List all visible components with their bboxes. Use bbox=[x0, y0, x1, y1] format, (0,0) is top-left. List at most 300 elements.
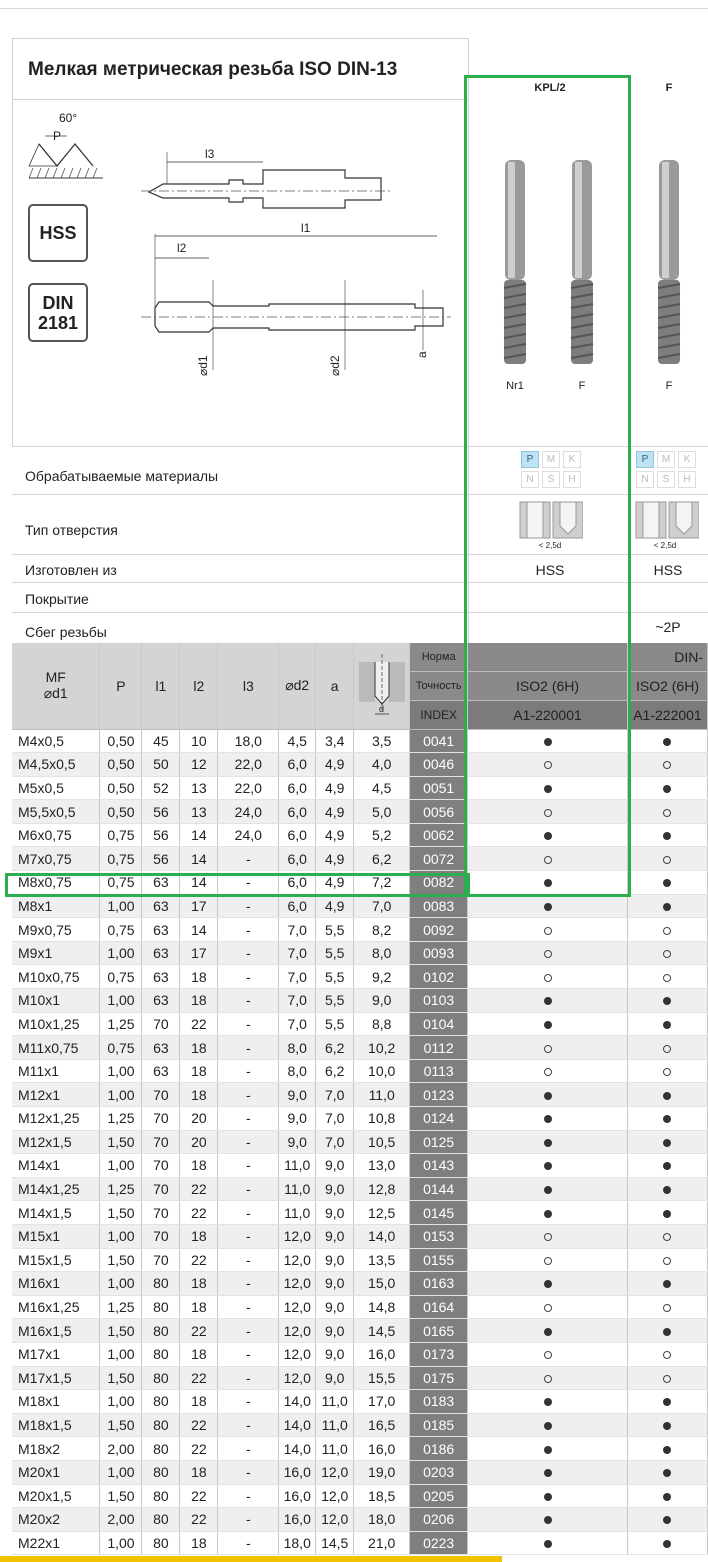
cell-l2: 12 bbox=[180, 753, 218, 777]
cell-designation: M14x1,5 bbox=[12, 1201, 100, 1225]
hole-type-label: Тип отверстия bbox=[25, 522, 118, 538]
cell-p: 1,50 bbox=[100, 1248, 142, 1272]
cell-l2: 22 bbox=[180, 1012, 218, 1036]
cell-d2: 8,0 bbox=[279, 1036, 316, 1060]
availability-f bbox=[627, 1460, 707, 1484]
cell-p: 1,00 bbox=[100, 1154, 142, 1178]
availability-kpl bbox=[468, 894, 628, 918]
table-row bbox=[12, 1460, 708, 1484]
availability-kpl bbox=[468, 1413, 628, 1437]
cell-l1: 50 bbox=[142, 753, 180, 777]
runout-f: ~2P bbox=[655, 619, 681, 635]
table-row bbox=[12, 1130, 708, 1154]
cell-d2: 4,5 bbox=[279, 729, 316, 753]
cell-l1: 45 bbox=[142, 729, 180, 753]
cell-l2: 22 bbox=[180, 1413, 218, 1437]
cell-index: 0145 bbox=[410, 1201, 468, 1225]
highlight-row-box bbox=[5, 873, 470, 897]
cell-designation: M4x0,5 bbox=[12, 729, 100, 753]
cell-l3: - bbox=[218, 1036, 279, 1060]
availability-kpl bbox=[468, 1460, 628, 1484]
tool-drawing-area bbox=[12, 100, 468, 446]
cell-designation: M17x1,5 bbox=[12, 1366, 100, 1390]
dim-a-label: a bbox=[415, 351, 429, 358]
cell-l2: 17 bbox=[180, 941, 218, 965]
thread-profile-icon bbox=[23, 106, 113, 196]
hss-badge bbox=[28, 204, 88, 262]
tolerance-kpl: ISO2 (6H) bbox=[468, 671, 628, 700]
available-dot-icon bbox=[663, 1162, 671, 1170]
din-badge-line2: 2181 bbox=[37, 313, 79, 333]
cell-d2: 7,0 bbox=[279, 1012, 316, 1036]
availability-kpl bbox=[468, 1177, 628, 1201]
availability-f bbox=[627, 1036, 707, 1060]
cell-l1: 70 bbox=[142, 1177, 180, 1201]
cell-l2: 14 bbox=[180, 871, 218, 895]
available-dot-icon bbox=[663, 1115, 671, 1123]
available-dot-icon bbox=[663, 1446, 671, 1454]
coating-label: Покрытие bbox=[25, 591, 89, 607]
cell-d2: 6,0 bbox=[279, 894, 316, 918]
cell-l1: 70 bbox=[142, 1130, 180, 1154]
available-dot-icon bbox=[544, 1422, 552, 1430]
availability-f bbox=[627, 941, 707, 965]
cell-drill: 18,0 bbox=[354, 1508, 410, 1532]
cell-l1: 80 bbox=[142, 1319, 180, 1343]
cell-p: 0,75 bbox=[100, 847, 142, 871]
cell-d2: 9,0 bbox=[279, 1107, 316, 1131]
cell-l2: 18 bbox=[180, 1460, 218, 1484]
cell-d2: 7,0 bbox=[279, 941, 316, 965]
cell-l1: 70 bbox=[142, 1107, 180, 1131]
material-p: P bbox=[521, 451, 539, 468]
cell-index: 0072 bbox=[410, 847, 468, 871]
cell-d2: 12,0 bbox=[279, 1224, 316, 1248]
availability-f bbox=[627, 1224, 707, 1248]
cell-p: 1,00 bbox=[100, 1272, 142, 1296]
availability-kpl bbox=[468, 1484, 628, 1508]
cell-l1: 70 bbox=[142, 1154, 180, 1178]
cell-drill: 14,5 bbox=[354, 1319, 410, 1343]
cell-l3: - bbox=[218, 1531, 279, 1555]
hss-badge-label: HSS bbox=[39, 223, 77, 243]
cell-d2: 7,0 bbox=[279, 918, 316, 942]
available-dot-icon bbox=[663, 1516, 671, 1524]
cell-d2: 6,0 bbox=[279, 753, 316, 777]
cell-drill: 19,0 bbox=[354, 1460, 410, 1484]
cell-index: 0041 bbox=[410, 729, 468, 753]
cell-l1: 70 bbox=[142, 1248, 180, 1272]
available-dot-icon bbox=[544, 1398, 552, 1406]
cell-index: 0112 bbox=[410, 1036, 468, 1060]
table-row bbox=[12, 894, 708, 918]
cell-designation: M22x1 bbox=[12, 1531, 100, 1555]
cell-index: 0223 bbox=[410, 1531, 468, 1555]
cell-a: 4,9 bbox=[316, 753, 354, 777]
availability-f bbox=[627, 729, 707, 753]
cell-index: 0125 bbox=[410, 1130, 468, 1154]
cell-l2: 13 bbox=[180, 800, 218, 824]
cell-index: 0092 bbox=[410, 918, 468, 942]
cell-l1: 80 bbox=[142, 1484, 180, 1508]
table-row bbox=[12, 1201, 708, 1225]
available-dot-icon bbox=[663, 1210, 671, 1218]
cell-l2: 20 bbox=[180, 1107, 218, 1131]
cell-designation: M14x1,25 bbox=[12, 1177, 100, 1201]
table-row bbox=[12, 965, 708, 989]
cell-a: 11,0 bbox=[316, 1437, 354, 1461]
cell-l2: 18 bbox=[180, 1272, 218, 1296]
cell-p: 1,50 bbox=[100, 1319, 142, 1343]
cell-index: 0083 bbox=[410, 894, 468, 918]
cell-a: 9,0 bbox=[316, 1366, 354, 1390]
dim-l3-label: l3 bbox=[205, 147, 215, 161]
cell-l1: 80 bbox=[142, 1413, 180, 1437]
table-row bbox=[12, 1248, 708, 1272]
cell-p: 1,50 bbox=[100, 1366, 142, 1390]
cell-d2: 16,0 bbox=[279, 1484, 316, 1508]
cell-index: 0104 bbox=[410, 1012, 468, 1036]
materials-grid-f bbox=[636, 451, 696, 488]
on-order-ring-icon bbox=[544, 1375, 552, 1383]
cell-l1: 63 bbox=[142, 894, 180, 918]
table-row bbox=[12, 1059, 708, 1083]
cell-drill: 9,2 bbox=[354, 965, 410, 989]
availability-f bbox=[627, 1413, 707, 1437]
accent-bar bbox=[0, 1556, 502, 1562]
cell-designation: M18x2 bbox=[12, 1437, 100, 1461]
cell-l3: - bbox=[218, 1413, 279, 1437]
availability-kpl bbox=[468, 1130, 628, 1154]
cell-l3: - bbox=[218, 1248, 279, 1272]
cell-p: 1,00 bbox=[100, 1083, 142, 1107]
cell-designation: M18x1 bbox=[12, 1390, 100, 1414]
cell-a: 14,5 bbox=[316, 1531, 354, 1555]
highlight-column-box bbox=[464, 75, 631, 897]
col-drill bbox=[354, 643, 410, 729]
available-dot-icon bbox=[544, 997, 552, 1005]
cell-drill: 10,8 bbox=[354, 1107, 410, 1131]
cell-d2: 11,0 bbox=[279, 1177, 316, 1201]
hole-note-kpl: < 2,5d bbox=[538, 541, 562, 550]
table-row bbox=[12, 1342, 708, 1366]
available-dot-icon bbox=[663, 832, 671, 840]
cell-l2: 18 bbox=[180, 965, 218, 989]
cell-l3: 22,0 bbox=[218, 753, 279, 777]
title-row bbox=[12, 38, 468, 100]
material-h: H bbox=[678, 471, 696, 488]
tool-label-nr1: Nr1 bbox=[506, 380, 524, 392]
cell-p: 0,75 bbox=[100, 918, 142, 942]
cell-a: 9,0 bbox=[316, 1342, 354, 1366]
cell-designation: M11x0,75 bbox=[12, 1036, 100, 1060]
cell-d2: 6,0 bbox=[279, 871, 316, 895]
material-k: K bbox=[678, 451, 696, 468]
table-row bbox=[12, 1319, 708, 1343]
cell-designation: M10x0,75 bbox=[12, 965, 100, 989]
cell-l1: 63 bbox=[142, 1036, 180, 1060]
cell-designation: M7x0,75 bbox=[12, 847, 100, 871]
cell-a: 4,9 bbox=[316, 800, 354, 824]
col-tochnost: Точность bbox=[410, 671, 468, 700]
cell-designation: M12x1 bbox=[12, 1083, 100, 1107]
cell-l1: 63 bbox=[142, 918, 180, 942]
availability-f bbox=[627, 1319, 707, 1343]
cell-index: 0163 bbox=[410, 1272, 468, 1296]
cell-a: 5,5 bbox=[316, 918, 354, 942]
cell-p: 1,25 bbox=[100, 1012, 142, 1036]
availability-f bbox=[627, 776, 707, 800]
cell-drill: 8,2 bbox=[354, 918, 410, 942]
availability-f bbox=[627, 1059, 707, 1083]
availability-f bbox=[627, 1272, 707, 1296]
cell-index: 0113 bbox=[410, 1059, 468, 1083]
availability-f bbox=[627, 894, 707, 918]
cell-d2: 16,0 bbox=[279, 1460, 316, 1484]
on-order-ring-icon bbox=[663, 1304, 671, 1312]
cell-index: 0183 bbox=[410, 1390, 468, 1414]
cell-designation: M20x1,5 bbox=[12, 1484, 100, 1508]
on-order-ring-icon bbox=[544, 950, 552, 958]
cell-index: 0102 bbox=[410, 965, 468, 989]
availability-f bbox=[627, 965, 707, 989]
cell-a: 12,0 bbox=[316, 1460, 354, 1484]
availability-kpl bbox=[468, 989, 628, 1013]
cell-l2: 22 bbox=[180, 1319, 218, 1343]
cell-l2: 18 bbox=[180, 1059, 218, 1083]
col-p: P bbox=[100, 643, 142, 729]
cell-d2: 8,0 bbox=[279, 1059, 316, 1083]
on-order-ring-icon bbox=[663, 1351, 671, 1359]
cell-p: 2,00 bbox=[100, 1437, 142, 1461]
tap-image-f2 bbox=[654, 158, 684, 368]
availability-f bbox=[627, 1107, 707, 1131]
cell-drill: 11,0 bbox=[354, 1083, 410, 1107]
cell-l3: - bbox=[218, 1272, 279, 1296]
cell-drill: 3,5 bbox=[354, 729, 410, 753]
cell-index: 0205 bbox=[410, 1484, 468, 1508]
cell-a: 7,0 bbox=[316, 1107, 354, 1131]
cell-p: 1,50 bbox=[100, 1130, 142, 1154]
availability-kpl bbox=[468, 1319, 628, 1343]
cell-l1: 70 bbox=[142, 1224, 180, 1248]
cell-designation: M9x1 bbox=[12, 941, 100, 965]
cell-l3: - bbox=[218, 1390, 279, 1414]
cell-l1: 56 bbox=[142, 847, 180, 871]
cell-index: 0203 bbox=[410, 1460, 468, 1484]
cell-a: 11,0 bbox=[316, 1413, 354, 1437]
cell-drill: 16,0 bbox=[354, 1342, 410, 1366]
material-h: H bbox=[563, 471, 581, 488]
availability-kpl bbox=[468, 1012, 628, 1036]
cell-a: 6,2 bbox=[316, 1036, 354, 1060]
table-row bbox=[12, 1484, 708, 1508]
cell-l2: 14 bbox=[180, 823, 218, 847]
cell-l3: - bbox=[218, 1484, 279, 1508]
cell-l1: 80 bbox=[142, 1531, 180, 1555]
cell-index: 0082 bbox=[410, 871, 468, 895]
cell-designation: M6x0,75 bbox=[12, 823, 100, 847]
tolerance-f: ISO2 (6H) bbox=[627, 671, 707, 700]
on-order-ring-icon bbox=[663, 1257, 671, 1265]
cell-p: 1,25 bbox=[100, 1107, 142, 1131]
cell-index: 0093 bbox=[410, 941, 468, 965]
cell-designation: M16x1,25 bbox=[12, 1295, 100, 1319]
made-of-kpl: HSS bbox=[535, 562, 565, 578]
cell-p: 1,00 bbox=[100, 1390, 142, 1414]
on-order-ring-icon bbox=[663, 927, 671, 935]
on-order-ring-icon bbox=[663, 1068, 671, 1076]
cell-drill: 7,2 bbox=[354, 871, 410, 895]
cell-d2: 7,0 bbox=[279, 989, 316, 1013]
cell-drill: 10,5 bbox=[354, 1130, 410, 1154]
availability-f bbox=[627, 753, 707, 777]
cell-drill: 14,0 bbox=[354, 1224, 410, 1248]
availability-f bbox=[627, 1390, 707, 1414]
availability-kpl bbox=[468, 1295, 628, 1319]
cell-l2: 14 bbox=[180, 847, 218, 871]
cell-l3: - bbox=[218, 1177, 279, 1201]
availability-f bbox=[627, 1177, 707, 1201]
availability-kpl bbox=[468, 1224, 628, 1248]
cell-index: 0123 bbox=[410, 1083, 468, 1107]
on-order-ring-icon bbox=[544, 1045, 552, 1053]
cell-l2: 13 bbox=[180, 776, 218, 800]
table-row bbox=[12, 941, 708, 965]
on-order-ring-icon bbox=[544, 927, 552, 935]
cell-l1: 63 bbox=[142, 871, 180, 895]
cell-index: 0051 bbox=[410, 776, 468, 800]
available-dot-icon bbox=[544, 1516, 552, 1524]
available-dot-icon bbox=[544, 903, 552, 911]
table-row bbox=[12, 918, 708, 942]
cell-index: 0173 bbox=[410, 1342, 468, 1366]
availability-kpl bbox=[468, 918, 628, 942]
table-row bbox=[12, 1508, 708, 1532]
cell-l1: 80 bbox=[142, 1460, 180, 1484]
index-code-f: A1-222001 bbox=[627, 700, 707, 729]
availability-f bbox=[627, 1154, 707, 1178]
cell-index: 0062 bbox=[410, 823, 468, 847]
cell-drill: 9,0 bbox=[354, 989, 410, 1013]
standard-f: DIN- bbox=[627, 643, 707, 671]
cell-l3: - bbox=[218, 1342, 279, 1366]
cell-index: 0144 bbox=[410, 1177, 468, 1201]
cell-l2: 22 bbox=[180, 1248, 218, 1272]
availability-kpl bbox=[468, 1437, 628, 1461]
top-divider bbox=[0, 8, 708, 9]
material-n: N bbox=[521, 471, 539, 488]
availability-f bbox=[627, 1248, 707, 1272]
drill-diagram-icon bbox=[357, 650, 407, 722]
availability-f bbox=[627, 1531, 707, 1555]
cell-p: 1,00 bbox=[100, 1224, 142, 1248]
cell-index: 0153 bbox=[410, 1224, 468, 1248]
on-order-ring-icon bbox=[663, 1233, 671, 1241]
availability-f bbox=[627, 1437, 707, 1461]
cell-d2: 14,0 bbox=[279, 1437, 316, 1461]
cell-d2: 18,0 bbox=[279, 1531, 316, 1555]
available-dot-icon bbox=[663, 738, 671, 746]
cell-index: 0185 bbox=[410, 1413, 468, 1437]
table-row bbox=[12, 1107, 708, 1131]
material-p: P bbox=[636, 451, 654, 468]
cell-l1: 56 bbox=[142, 800, 180, 824]
cell-index: 0165 bbox=[410, 1319, 468, 1343]
availability-f bbox=[627, 847, 707, 871]
cell-designation: M16x1 bbox=[12, 1272, 100, 1296]
available-dot-icon bbox=[663, 1398, 671, 1406]
cell-designation: M17x1 bbox=[12, 1342, 100, 1366]
table-row bbox=[12, 1366, 708, 1390]
col-l3: l3 bbox=[218, 643, 279, 729]
cell-drill: 4,5 bbox=[354, 776, 410, 800]
availability-f bbox=[627, 1295, 707, 1319]
cell-designation: M5,5x0,5 bbox=[12, 800, 100, 824]
available-dot-icon bbox=[663, 785, 671, 793]
cell-l2: 14 bbox=[180, 918, 218, 942]
cell-l3: - bbox=[218, 1154, 279, 1178]
col-index: INDEX bbox=[410, 700, 468, 729]
availability-kpl bbox=[468, 1059, 628, 1083]
cell-p: 0,50 bbox=[100, 753, 142, 777]
cell-d2: 6,0 bbox=[279, 776, 316, 800]
cell-index: 0175 bbox=[410, 1366, 468, 1390]
cell-p: 1,25 bbox=[100, 1177, 142, 1201]
table-row bbox=[12, 1154, 708, 1178]
cell-a: 4,9 bbox=[316, 871, 354, 895]
cell-l3: - bbox=[218, 871, 279, 895]
available-dot-icon bbox=[544, 1469, 552, 1477]
cell-designation: M11x1 bbox=[12, 1059, 100, 1083]
cell-drill: 12,5 bbox=[354, 1201, 410, 1225]
col-mf bbox=[12, 643, 100, 729]
availability-kpl bbox=[468, 1366, 628, 1390]
cell-p: 1,00 bbox=[100, 1531, 142, 1555]
cell-a: 4,9 bbox=[316, 776, 354, 800]
col-mf-label: MF bbox=[45, 669, 66, 686]
cell-designation: M10x1 bbox=[12, 989, 100, 1013]
material-s: S bbox=[542, 471, 560, 488]
cell-designation: M15x1 bbox=[12, 1224, 100, 1248]
cell-drill: 15,5 bbox=[354, 1366, 410, 1390]
cell-d2: 12,0 bbox=[279, 1342, 316, 1366]
cell-l1: 80 bbox=[142, 1366, 180, 1390]
cell-a: 12,0 bbox=[316, 1508, 354, 1532]
cell-l3: - bbox=[218, 1460, 279, 1484]
cell-designation: M14x1 bbox=[12, 1154, 100, 1178]
col-l2: l2 bbox=[180, 643, 218, 729]
cell-d2: 14,0 bbox=[279, 1413, 316, 1437]
cell-designation: M18x1,5 bbox=[12, 1413, 100, 1437]
availability-f bbox=[627, 918, 707, 942]
availability-f bbox=[627, 1130, 707, 1154]
on-order-ring-icon bbox=[663, 974, 671, 982]
cell-d2: 6,0 bbox=[279, 823, 316, 847]
cell-drill: 5,2 bbox=[354, 823, 410, 847]
cell-p: 1,00 bbox=[100, 1059, 142, 1083]
cell-designation: M16x1,5 bbox=[12, 1319, 100, 1343]
table-row bbox=[12, 1390, 708, 1414]
available-dot-icon bbox=[544, 1021, 552, 1029]
cell-l2: 18 bbox=[180, 1154, 218, 1178]
available-dot-icon bbox=[663, 1328, 671, 1336]
cell-l3: - bbox=[218, 1224, 279, 1248]
col-norma: Норма bbox=[410, 643, 468, 671]
cell-l2: 20 bbox=[180, 1130, 218, 1154]
cell-index: 0186 bbox=[410, 1437, 468, 1461]
pitch-label: P bbox=[53, 129, 62, 143]
